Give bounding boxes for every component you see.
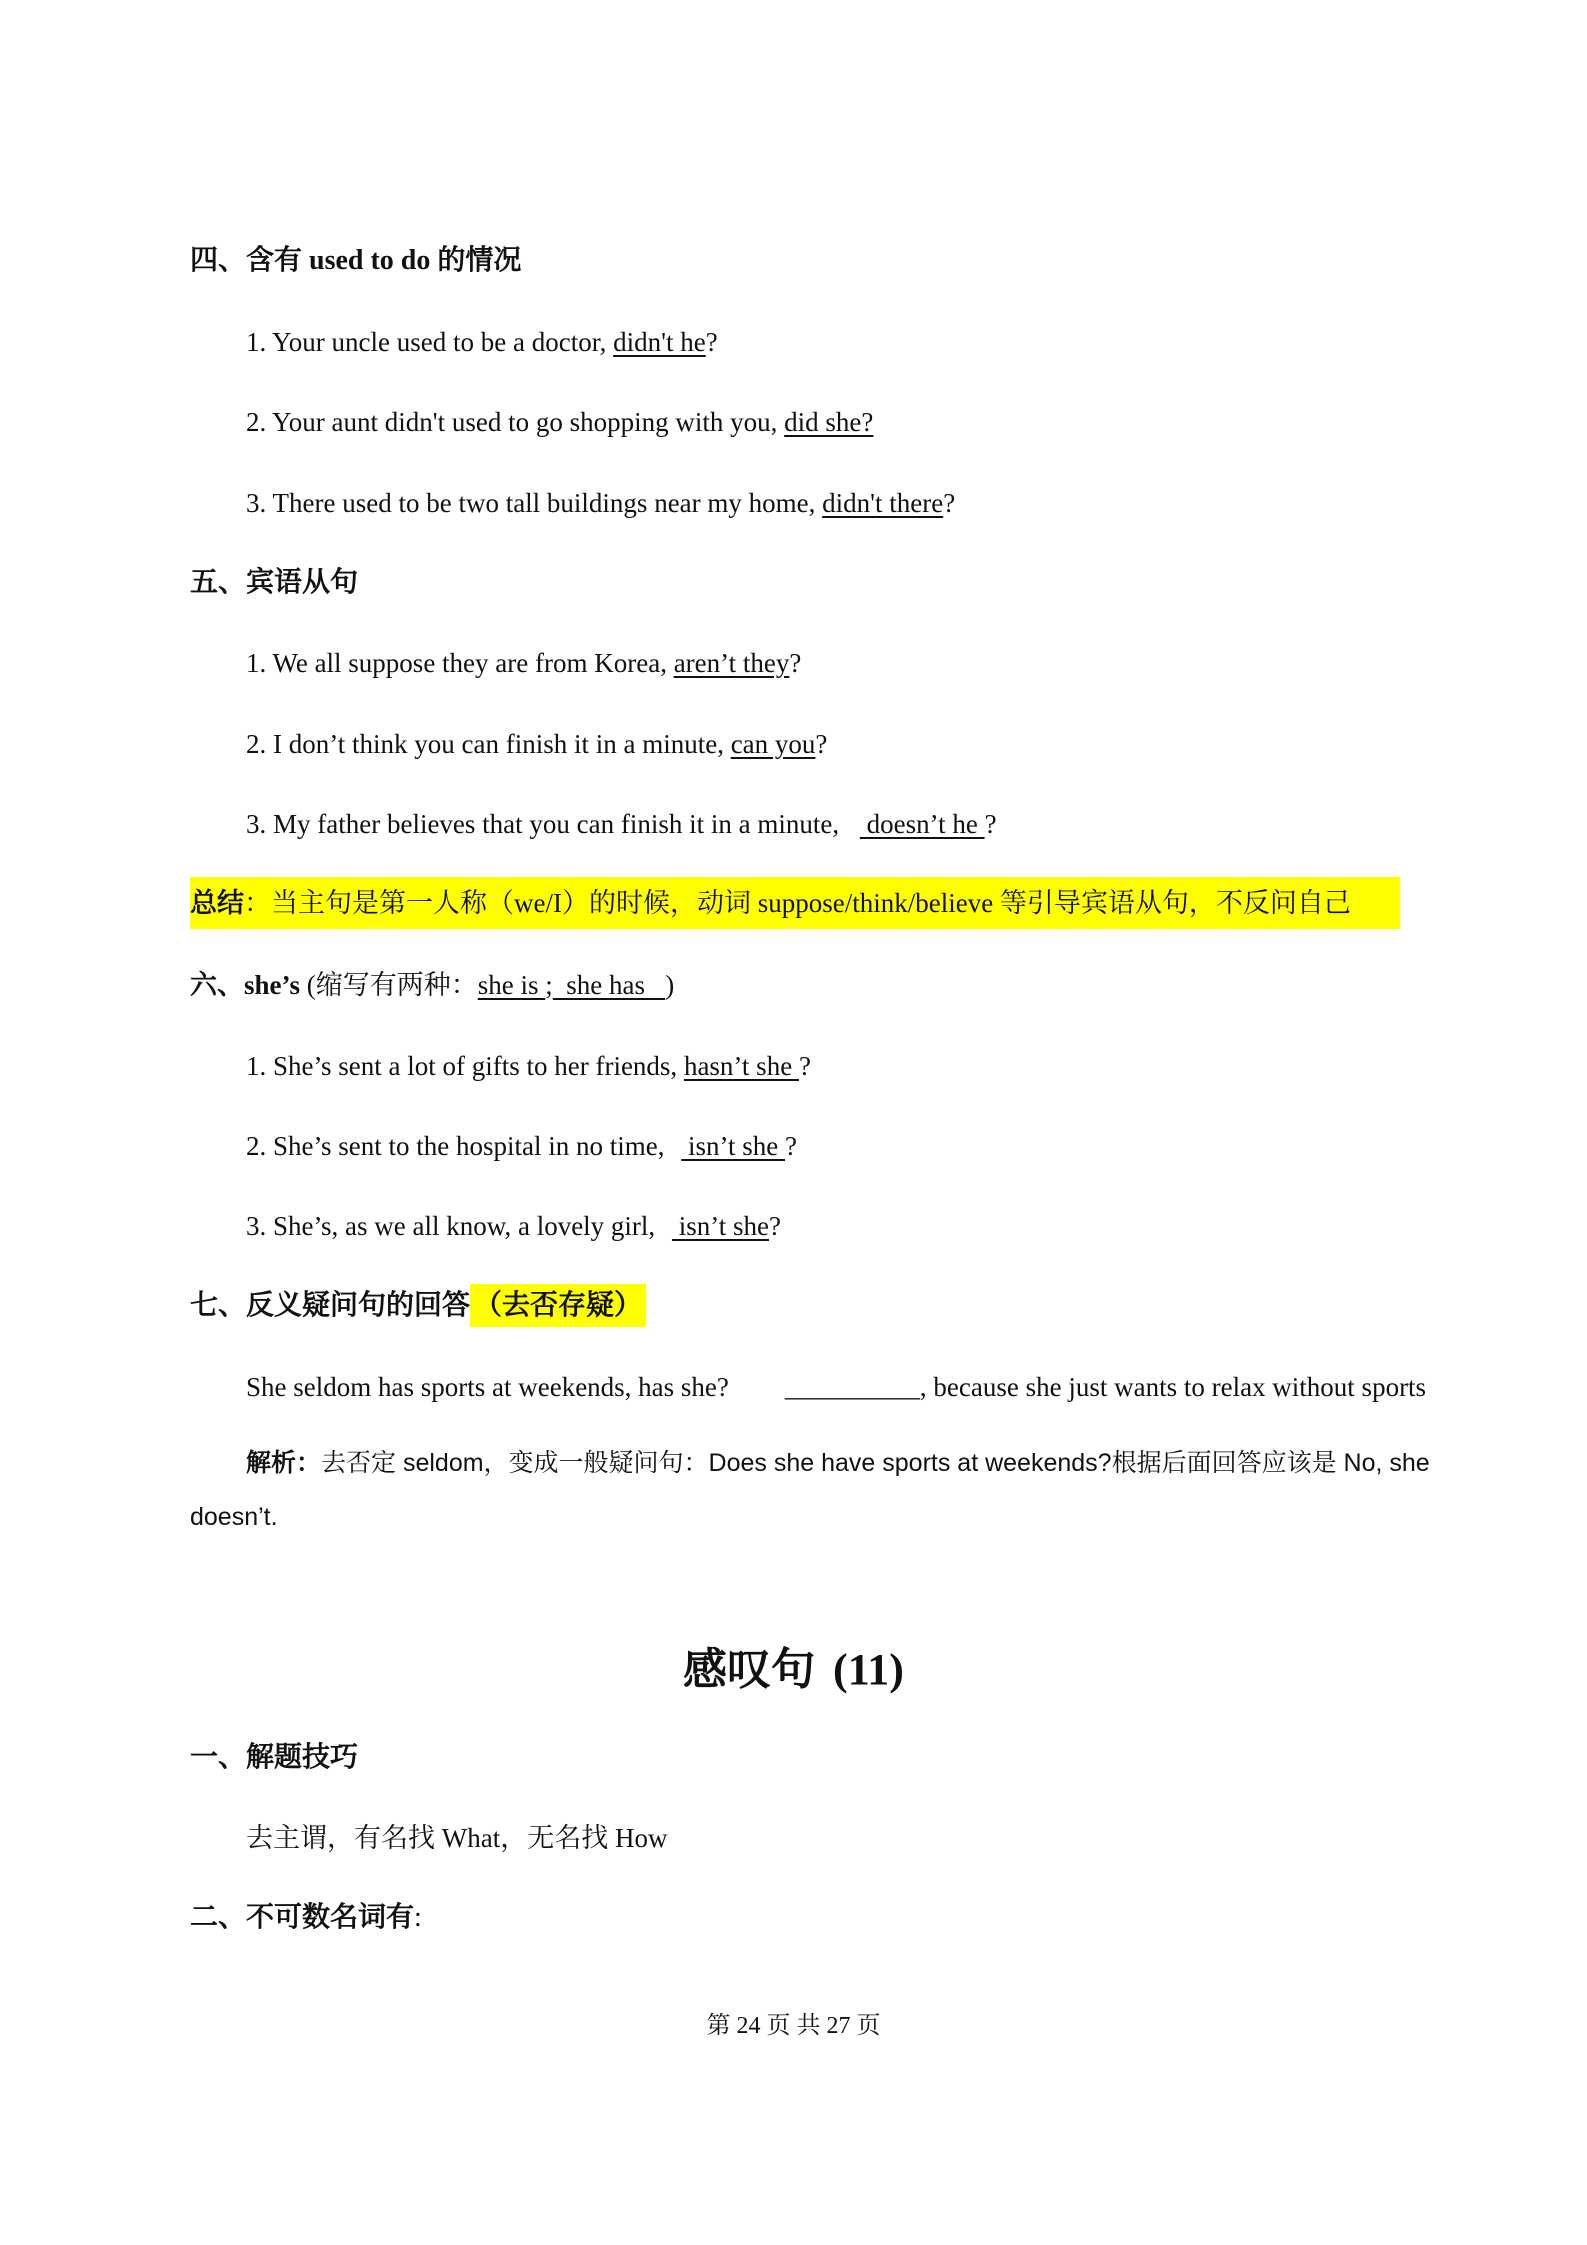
s5-item-1: 1. We all suppose they are from Korea, aren’t they?	[246, 648, 802, 678]
section-title: 感叹句 (11)	[683, 1645, 904, 1694]
exclamation-tip: 去主谓，有名找 What，无名找 How	[246, 1823, 668, 1853]
s6-item-3: 3. She’s, as we all know, a lovely girl, isn’t she?	[246, 1211, 781, 1241]
heading-text: 的情况	[430, 245, 522, 276]
answer: doesn’t he	[859, 809, 985, 839]
analysis-label: 解析：	[246, 1449, 322, 1477]
analysis-line-2: doesn’t.	[190, 1503, 278, 1531]
answer: hasn’t she	[683, 1051, 799, 1081]
s4-item-1: 1. Your uncle used to be a doctor, didn't he?	[246, 327, 718, 357]
answer: aren’t they	[673, 648, 790, 678]
answer: did she?	[784, 407, 874, 437]
s6-item-1: 1. She’s sent a lot of gifts to her friends, hasn’t she ?	[246, 1051, 811, 1081]
heading-text: 四、含有	[190, 245, 310, 276]
analysis-line-1: 解析：去否定 seldom，变成一般疑问句：Does she have sports at weekends?根据后面回答应该是 No, she	[246, 1449, 1430, 1477]
summary-highlight	[190, 877, 1400, 929]
summary-text: ：当主句是第一人称（we/I）的时候，动词 suppose/think/believe 等引导宾语从句，不反问自己	[244, 888, 1351, 918]
heading-term: used to do	[309, 245, 431, 276]
section-7-heading: 七、反义疑问句的回答 （去否存疑）	[190, 1280, 646, 1332]
s6-item-2: 2. She’s sent to the hospital in no time, isn’t she ?	[246, 1131, 797, 1161]
section-5-heading: 五、宾语从句	[190, 567, 359, 598]
exclamation-heading-1: 一、解题技巧	[190, 1742, 359, 1773]
answer: didn't there	[822, 488, 944, 518]
exclamation-heading-2: 二、不可数名词有:	[190, 1902, 422, 1933]
answer: isn’t she	[671, 1211, 769, 1241]
page-number-footer: 第 24 页 共 27 页	[706, 2013, 881, 2039]
answer: can you	[730, 729, 816, 759]
s5-item-3: 3. My father believes that you can finish it in a minute, doesn’t he ?	[246, 809, 997, 839]
option-she-has: she has	[552, 970, 666, 1000]
section-6-heading: 六、she’s (缩写有两种：she is ; she has )	[190, 970, 675, 1000]
answer: isn’t she	[681, 1131, 785, 1161]
option-she-is: she is	[477, 970, 546, 1000]
heading-highlight: （去否存疑）	[470, 1284, 646, 1327]
section-4-heading	[190, 241, 521, 281]
s5-item-2: 2. I don’t think you can finish it in a minute, can you?	[246, 729, 828, 759]
s4-item-3: 3. There used to be two tall buildings near my home, didn't there?	[246, 488, 956, 518]
answer: didn't he	[613, 327, 706, 357]
s4-item-2: 2. Your aunt didn't used to go shopping with you, did she?	[246, 407, 874, 437]
summary-label: 总结	[190, 888, 244, 918]
answer-blank: __________	[784, 1372, 920, 1402]
s7-question: She seldom has sports at weekends, has she? __________, because she just wants to relax without sports	[246, 1372, 1427, 1402]
